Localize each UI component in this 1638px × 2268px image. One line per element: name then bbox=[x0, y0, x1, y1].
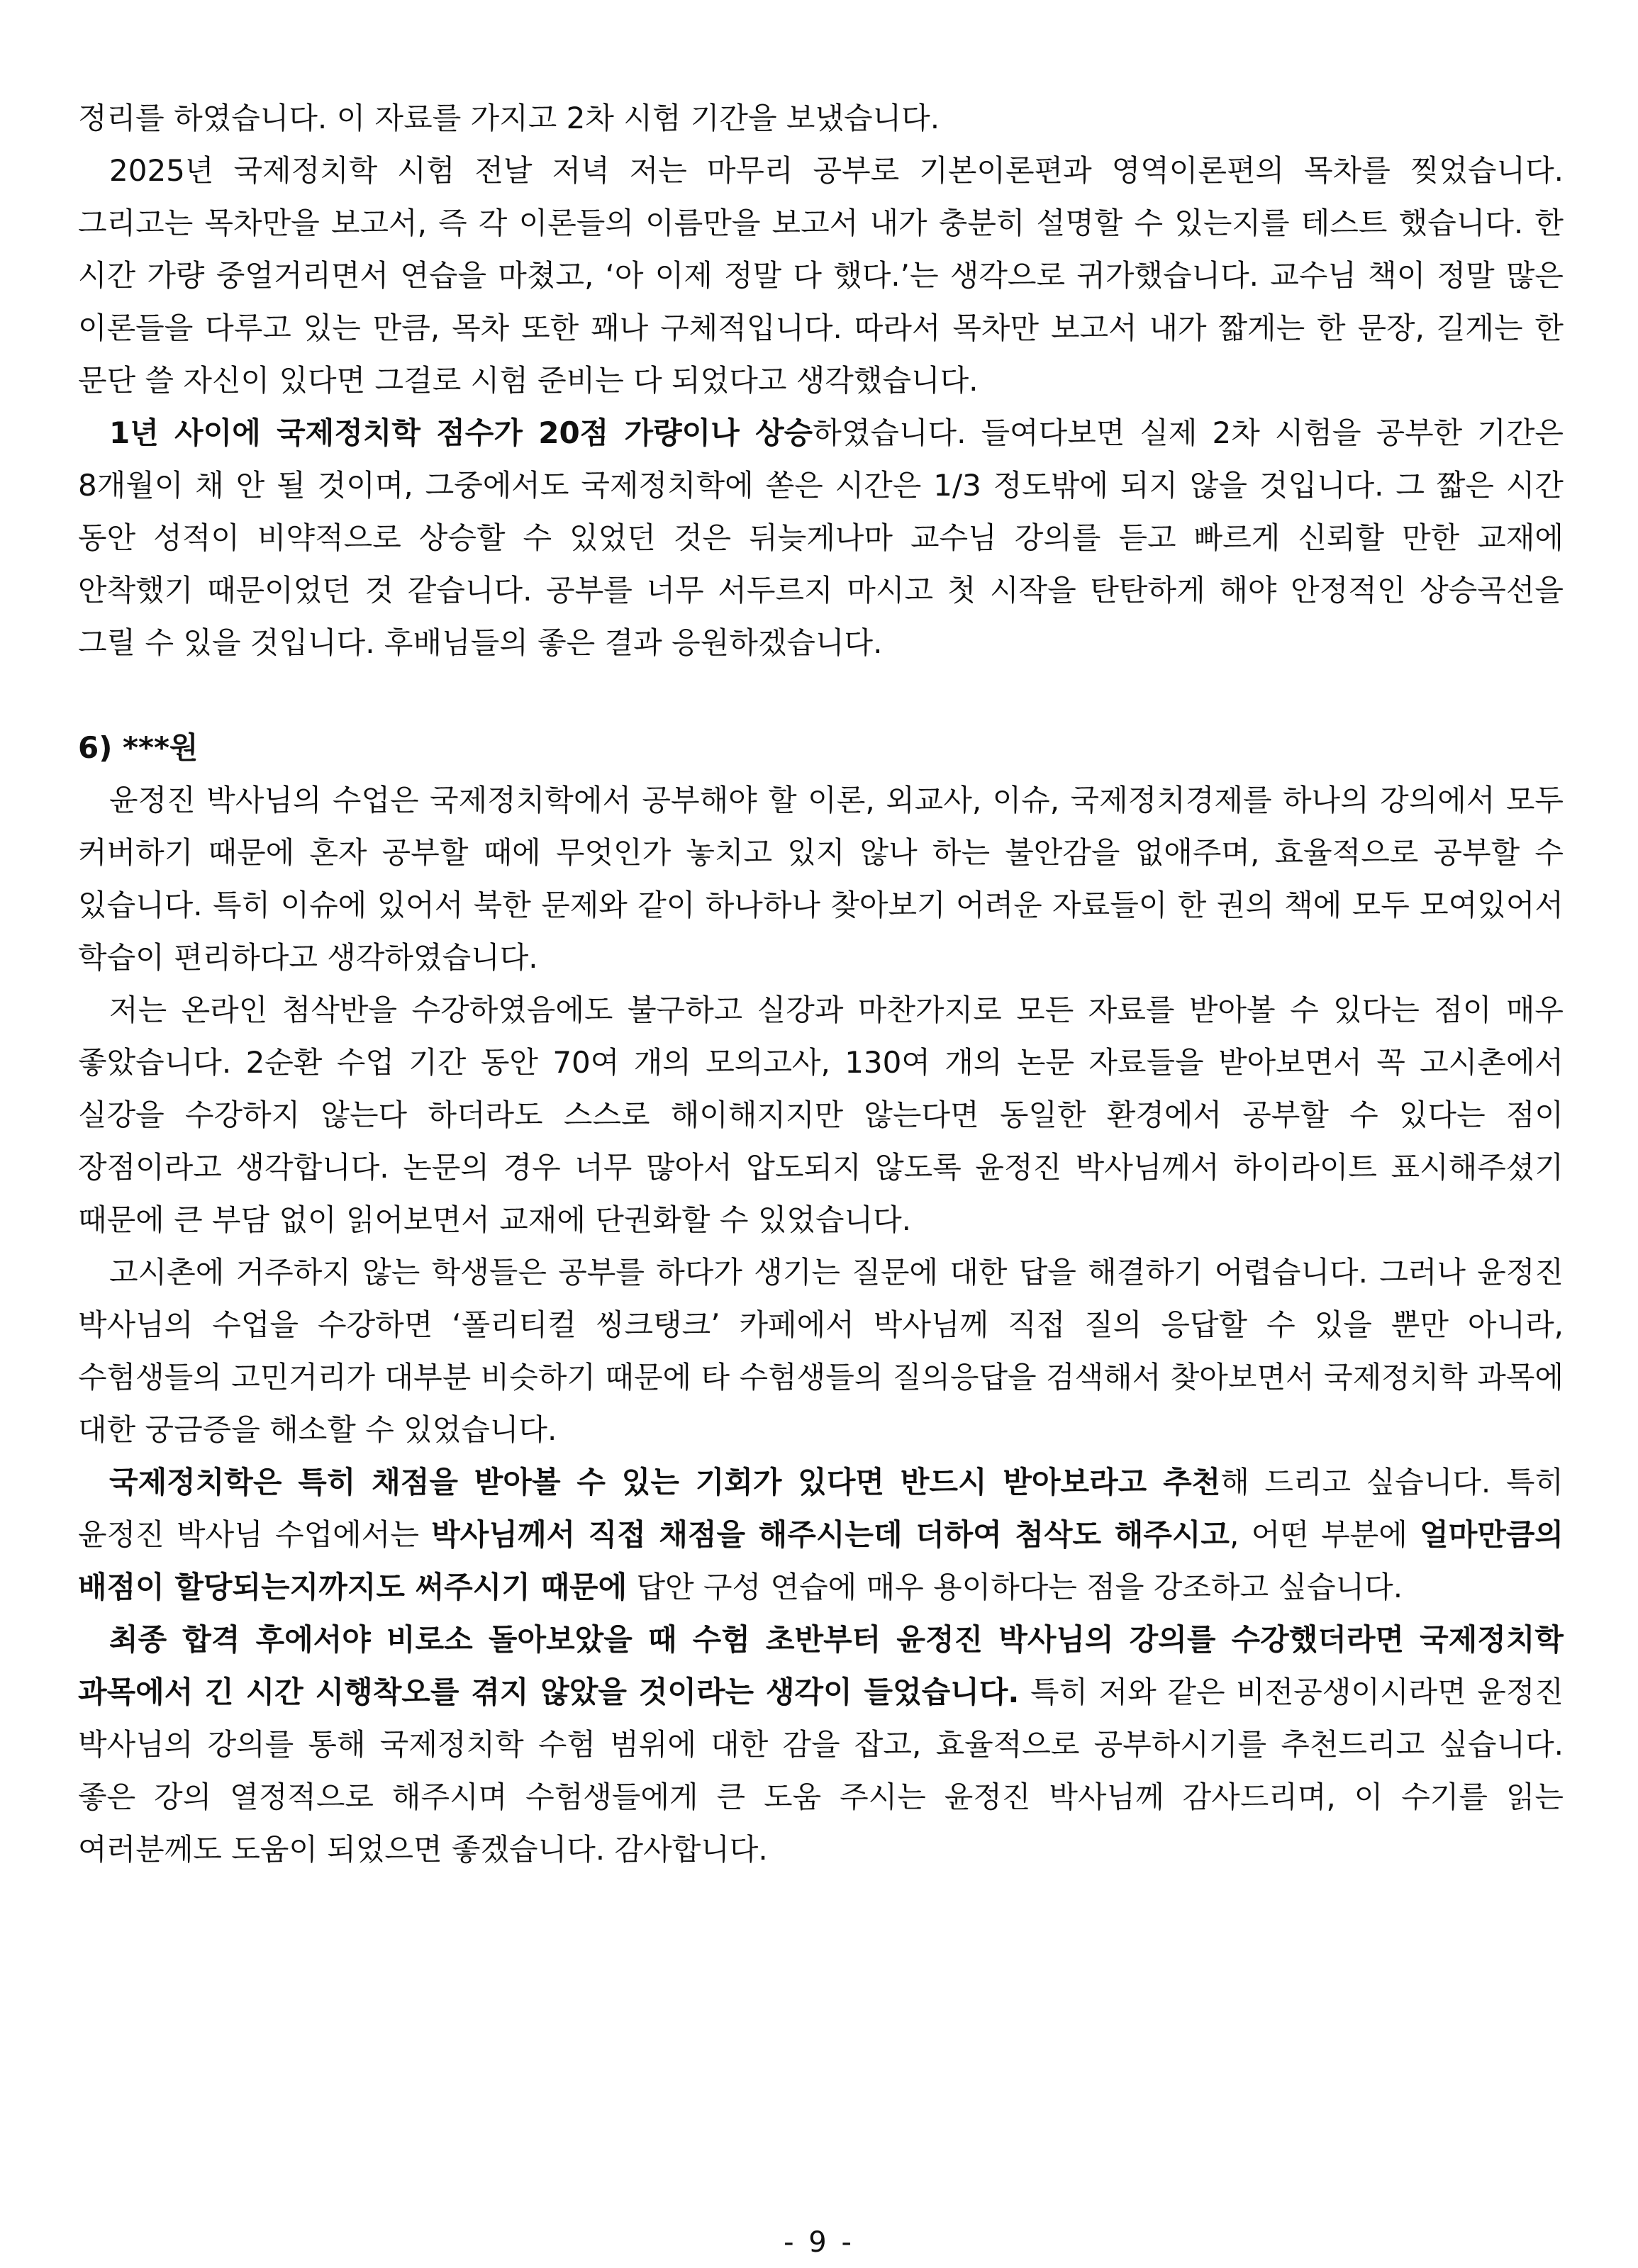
bold-grading-recommend: 국제정치학은 특히 채점을 받아볼 수 있는 기회가 있다면 반드시 받아보라고 추천 bbox=[109, 1465, 1221, 1499]
blank-line bbox=[78, 669, 1564, 722]
document-body bbox=[78, 92, 1564, 1876]
paragraph-grading bbox=[78, 1456, 1564, 1614]
bold-conclusion: 최종 합격 후에서야 비로소 돌아보았을 때 수험 초반부터 윤정진 박사님의 강의를 수강했더라면 국제정치학 과목에서 긴 시간 시행착오를 겪지 않았을 것이라는 생각이 들었습니다. bbox=[78, 1622, 1564, 1709]
bold-grading-direct: 박사님께서 직접 채점을 해주시는데 더하여 첨삭도 해주시고 bbox=[431, 1517, 1230, 1552]
text-grading-1: 해 드리고 싶습니다. 특히 윤정진 박사님 수업에서는 bbox=[78, 1465, 1564, 1552]
page-number: - 9 - bbox=[784, 2226, 854, 2259]
bold-score-rise: 1년 사이에 국제정치학 점수가 20점 가량이나 상승 bbox=[109, 415, 813, 450]
section-heading: 6) ***원 bbox=[78, 730, 199, 765]
paragraph-qa-cafe: 고시촌에 거주하지 않는 학생들은 공부를 하다가 생기는 질문에 대한 답을 해결하기 어렵습니다. 그러나 윤정진 박사님의 수업을 수강하면 ‘폴리티컬 씽크탱크’ 카페에서 박사님께 직접 질의 응답할 수 있을 뿐만 아니라, 수험생들의 고민거리가 대부분 비슷하기 때문에 타 수험생들의 질의응답을 검색해서 찾아보면서 국제정치학 과목에 대한 궁금증을 해소할 수 있었습니다. bbox=[78, 1255, 1564, 1447]
paragraph-conclusion bbox=[78, 1614, 1564, 1876]
text-conclusion-rest: 특히 저와 같은 비전공생이시라면 윤정진 박사님의 강의를 통해 국제정치학 수험 범위에 대한 감을 잡고, 효율적으로 공부하시기를 추천드리고 싶습니다. 좋은 강의 열정적으로 해주시며 수험생들에게 큰 도움 주시는 윤정진 박사님께 감사드리며, 이 수기를 읽는 여러분께도 도움이 되었으면 좋겠습니다. 감사합니다. bbox=[78, 1675, 1564, 1867]
paragraph-course-coverage: 윤정진 박사님의 수업은 국제정치학에서 공부해야 할 이론, 외교사, 이슈, 국제정치경제를 하나의 강의에서 모두 커버하기 때문에 혼자 공부할 때에 무엇인가 놓치고 있지 않나 하는 불안감을 없애주며, 효율적으로 공부할 수 있습니다. 특히 이슈에 있어서 북한 문제와 같이 하나하나 찾아보기 어려운 자료들이 한 권의 책에 모두 모여있어서 학습이 편리하다고 생각하였습니다. bbox=[78, 783, 1564, 975]
text-grading-2: , 어떤 부분에 bbox=[1229, 1517, 1420, 1552]
paragraph-online-class: 저는 온라인 첨삭반을 수강하였음에도 불구하고 실강과 마찬가지로 모든 자료를 받아볼 수 있다는 점이 매우 좋았습니다. 2순환 수업 기간 동안 70여 개의 모의고사, 130여 개의 논문 자료들을 받아보면서 꼭 고시촌에서 실강을 수강하지 않는다 하더라도 스스로 해이해지지만 않는다면 동일한 환경에서 공부할 수 있다는 점이 장점이라고 생각합니다. 논문의 경우 너무 많아서 압도되지 않도록 윤정진 박사님께서 하이라이트 표시해주셨기 때문에 큰 부담 없이 읽어보면서 교재에 단권화할 수 있었습니다. bbox=[78, 993, 1564, 1237]
text-grading-3: 답안 구성 연습에 매우 용이하다는 점을 강조하고 싶습니다. bbox=[627, 1570, 1403, 1604]
text-score-rise-rest: 하였습니다. 들여다보면 실제 2차 시험을 공부한 기간은 8개월이 채 안 될 것이며, 그중에서도 국제정치학에 쏟은 시간은 1/3 정도밖에 되지 않을 것입니다. 그 짧은 시간 동안 성적이 비약적으로 상승할 수 있었던 것은 뒤늦게나마 교수님 강의를 듣고 빠르게 신뢰할 만한 교재에 안착했기 때문이었던 것 같습니다. 공부를 너무 서두르지 마시고 첫 시작을 탄탄하게 해야 안정적인 상승곡선을 그릴 수 있을 것입니다. 후배님들의 좋은 결과 응원하겠습니다. bbox=[78, 415, 1564, 660]
paragraph-score-rise bbox=[78, 407, 1564, 669]
paragraph-exam-eve: 2025년 국제정치학 시험 전날 저녁 저는 마무리 공부로 기본이론편과 영역이론편의 목차를 찢었습니다. 그리고는 목차만을 보고서, 즉 각 이론들의 이름만을 보고서 내가 충분히 설명할 수 있는지를 테스트 했습니다. 한 시간 가량 중얼거리면서 연습을 마쳤고, ‘아 이제 정말 다 했다.’는 생각으로 귀가했습니다. 교수님 책이 정말 많은 이론들을 다루고 있는 만큼, 목차 또한 꽤나 구체적입니다. 따라서 목차만 보고서 내가 짧게는 한 문장, 길게는 한 문단 쓸 자신이 있다면 그걸로 시험 준비는 다 되었다고 생각했습니다. bbox=[78, 153, 1564, 398]
paragraph-continuation: 정리를 하였습니다. 이 자료를 가지고 2차 시험 기간을 보냈습니다. bbox=[78, 101, 940, 135]
bold-grading-points: 얼마만큼의 배점이 할당되는지까지도 써주시기 때문에 bbox=[78, 1517, 1564, 1604]
